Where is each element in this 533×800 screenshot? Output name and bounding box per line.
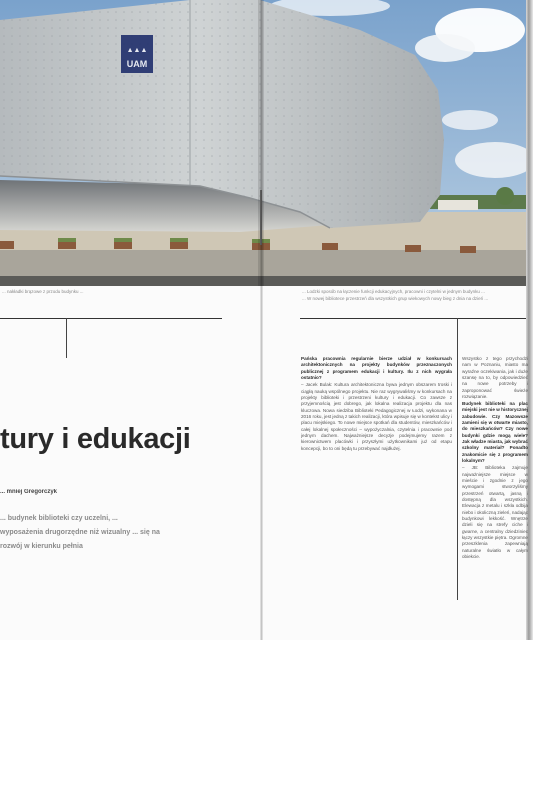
- interview-column-1: [301, 356, 452, 602]
- svg-text:▲▲▲: ▲▲▲: [126, 47, 148, 54]
- svg-text:UAM: UAM: [126, 59, 148, 69]
- interview-question-1: Pańska pracownia regularnie bierze udział w konkursach architektonicznych na projekty budynków przeznaczonych publicznej z programem edukacji i kultury. Ilu z nich wygrała ostatnio?: [301, 356, 452, 381]
- photo-caption-left: ... nakładki brązowe z przodu budynku ...: [2, 289, 84, 294]
- column-divider: [457, 318, 458, 600]
- interview-column-2: [462, 356, 528, 602]
- interview-answer-2: – JB: Biblioteka zajmuje najważniejsze miejsce w mieście i zgodnie z jego wymogami stworzyliśmy przestrzeń otwartą, jasną i dostępną dla wszystkich. Elewacja z metalu i szkła odbija niebo i okoliczną zieleń, nadając budynkowi lekkość. Wnętrze dzieli się na strefy ciche i gwarne, a centralny dziedziniec łączy wszystkie piętra. Ogromne przeszklenia zapewniają naturalne światło w całym obiekcie.: [462, 465, 528, 560]
- top-rule-left: [0, 318, 222, 319]
- interview-answer-1: – Jacek Bulak: Kultura architektoniczna bywa jednym obszarem troski i ciągłą nauką wspólnego projektu. Nie raz wygrywaliśmy w konkursach na projekty biblioteki i przestrzeni kultury i edukacji. Co zawsze z przyjemnością jest dobrego, jak lokalna realizacja projektu dla nas kluczowa. Nowa siedziba Biblioteki Pedagogicznej w Łodzi, wykonana w 2016 roku, jest jedną z takich realizacji, która wpisuje się w kontekst ulicy i placu miejskiego. To nowe miejsce spotkań dla studentów, mieszkańców i całej lokalnej społeczności – wypożyczalnia, czytelnia i pracownie pod jednym dachem. Najważniejsze decyzje podejmujemy razem z kierownictwem placówki i przyszłymi użytkownikami już od etapu koncepcji, bo to oni będą tu przebywać najdłużej.: [301, 382, 452, 451]
- interview-col2-intro: Wszystko z tego przychodzi nam w Poznaniu, miasto ma wyraźne oczekiwania, jak i duże szansę na to, by odpowiedzieć na nowe potrzeby i zaproponować świeże rozwiązanie.: [462, 356, 528, 400]
- rule-tick: [66, 318, 67, 358]
- building-logo-icon: [121, 35, 153, 73]
- spread-gutter: [260, 0, 263, 640]
- article-byline: ... mniej Gregorczyk: [0, 489, 58, 495]
- interview-question-2: Budynek biblioteki na plac miejski jest nie w historycznej zabudowie. Czy Mazowsze zamieni się w otwarte miasto, do mieszkańców? Czy nowe budynki gdzie mogą wiele? Jak władze miasta, jak wybrać szkolny materiał? Ponadto znakomicie się z programem lokalnym?: [462, 400, 528, 463]
- building-photo-svg: [0, 0, 526, 286]
- top-rule-right: [300, 318, 526, 319]
- photo-caption-right-2: ... W nowej bibliotece przestrzeń dla wszystkich grup wiekowych nowy bieg z dnia na dzień ...: [302, 296, 489, 301]
- photo-caption-right-1: ... Lodzki sposób na łączenie funkcji edukacyjnych, pracowni i czytelni w jednym budynku ...: [302, 289, 485, 294]
- building-photo: [0, 0, 526, 286]
- article-headline: tury i edukacji: [0, 423, 191, 455]
- article-lead: ... budynek biblioteki czy uczelni, ... wyposażenia drugorzędne niż wizualny ... się na rozwój w kierunku pełnia: [0, 515, 160, 550]
